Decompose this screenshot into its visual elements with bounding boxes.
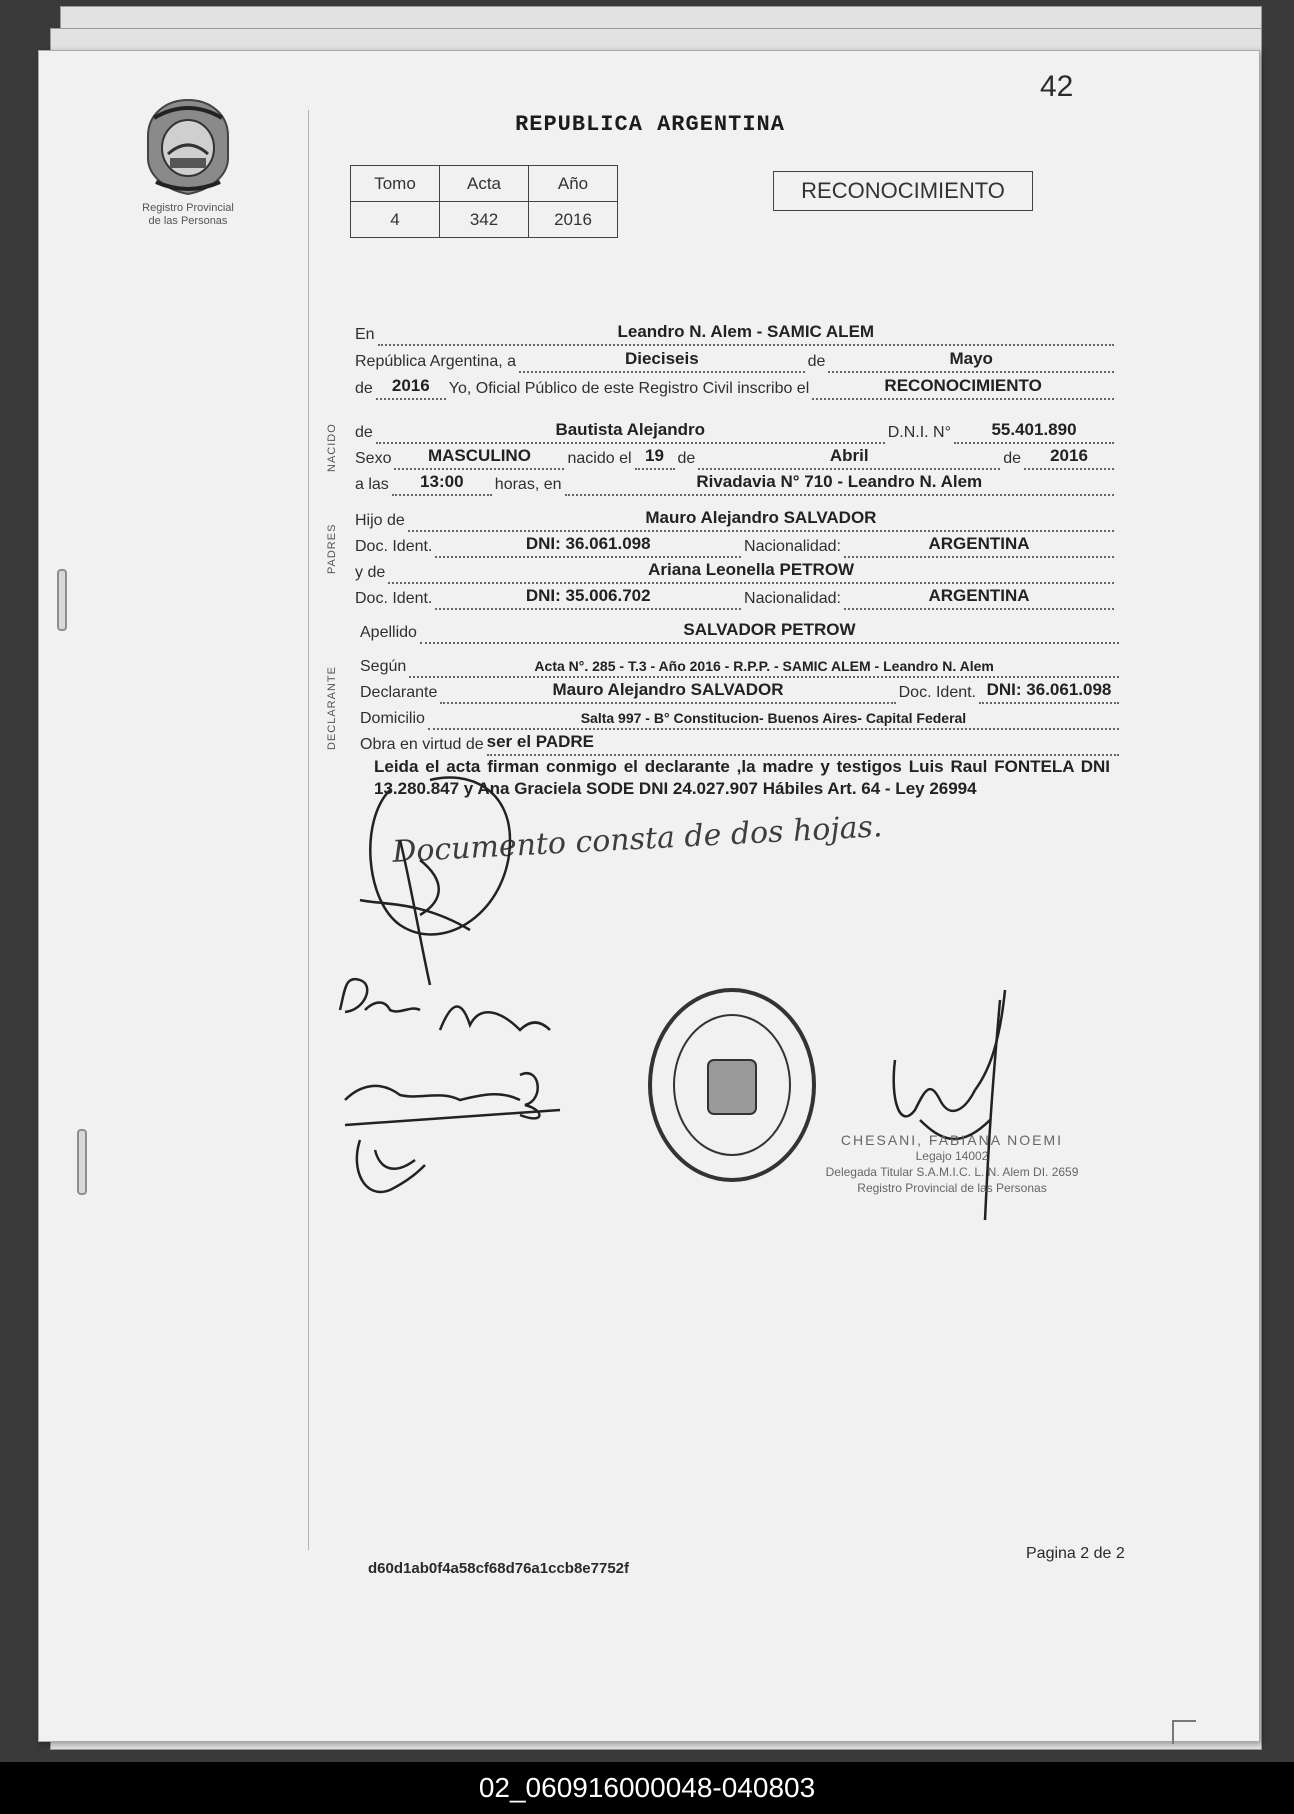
table-row <box>351 202 618 238</box>
field-value: ARGENTINA <box>928 586 1030 605</box>
table-header: Año <box>529 166 618 202</box>
official-org: Registro Provincial de las Personas <box>857 1181 1047 1195</box>
document-page <box>38 50 1260 1742</box>
table-cell: 4 <box>351 202 440 238</box>
field-row-inscripcion: de 2016 Yo, Oficial Público de este Registro Civil inscribo el RECONOCIMIENTO <box>355 374 1117 400</box>
field-value: Acta N°. 285 - T.3 - Año 2016 - R.P.P. - SAMIC ALEM - Leandro N. Alem <box>534 658 994 674</box>
table-header: Tomo <box>351 166 440 202</box>
field-value: DNI: 35.006.702 <box>525 586 651 605</box>
table-cell: 342 <box>440 202 529 238</box>
field-row-en: En Leandro N. Alem - SAMIC ALEM <box>355 320 1117 346</box>
field-row-obra: Obra en virtud de ser el PADRE <box>360 730 1122 756</box>
margin-line <box>308 110 309 1550</box>
page-number: 42 <box>1040 70 1074 103</box>
field-value: ser el PADRE <box>486 732 595 751</box>
document-hash: d60d1ab0f4a58cf68d76a1ccb8e7752f <box>368 1560 630 1577</box>
document-title: REPUBLICA ARGENTINA <box>515 112 785 137</box>
field-row-madre: y de Ariana Leonella PETROW <box>355 558 1117 584</box>
stamp-caption <box>802 1132 1102 1196</box>
field-value: Rivadavia N° 710 - Leandro N. Alem <box>696 472 983 491</box>
field-value: ARGENTINA <box>928 534 1030 553</box>
official-role: Delegada Titular S.A.M.I.C. L. N. Alem DI. 2659 <box>825 1165 1079 1179</box>
field-value: DNI: 36.061.098 <box>986 680 1112 699</box>
field-value: Ariana Leonella PETROW <box>648 560 855 579</box>
field-value: MASCULINO <box>427 446 531 465</box>
staple <box>77 1129 87 1195</box>
field-row-fecha: República Argentina, a Dieciseis de Mayo <box>355 347 1117 373</box>
field-row-padre-doc: Doc. Ident. DNI: 36.061.098 Nacionalidad: ARGENTINA <box>355 532 1117 558</box>
side-label-declarante: DECLARANTE <box>326 666 338 750</box>
field-row-declarante: Declarante Mauro Alejandro SALVADOR Doc. Ident. DNI: 36.061.098 <box>360 678 1122 704</box>
field-value: 2016 <box>1050 446 1088 465</box>
official-name: CHESANI, FABIANA NOEMI <box>840 1132 1064 1148</box>
coat-of-arms-icon <box>140 96 236 196</box>
field-row-apellido: Apellido SALVADOR PETROW <box>360 618 1122 644</box>
field-value: Salta 997 - B° Constitucion- Buenos Aires- Capital Federal <box>580 710 967 726</box>
table-header-row <box>351 166 618 202</box>
field-value: 19 <box>645 446 664 465</box>
field-row-hora: a las 13:00 horas, en Rivadavia N° 710 - Leandro N. Alem <box>355 470 1117 496</box>
table-header: Acta <box>440 166 529 202</box>
field-value: Dieciseis <box>624 349 699 368</box>
field-row-padre: Hijo de Mauro Alejandro SALVADOR <box>355 506 1117 532</box>
field-value: 13:00 <box>420 472 464 491</box>
record-type-box: RECONOCIMIENTO <box>773 171 1033 211</box>
field-row-sexo: Sexo MASCULINO nacido el 19 de Abril de 2016 <box>355 444 1117 470</box>
pagination: Pagina 2 de 2 <box>1026 1545 1125 1562</box>
field-value: Mayo <box>949 349 993 368</box>
seal-caption: Registro Provincial de las Personas <box>142 202 234 227</box>
handwritten-note: Documento consta de dos hojas. <box>391 809 884 870</box>
field-value: 2016 <box>391 376 430 395</box>
field-value: DNI: 36.061.098 <box>525 534 651 553</box>
staple <box>57 569 67 631</box>
field-row-madre-doc: Doc. Ident. DNI: 35.006.702 Nacionalidad: ARGENTINA <box>355 584 1117 610</box>
record-table <box>350 165 618 238</box>
legajo: Legajo 14002 <box>915 1149 989 1163</box>
field-value: RECONOCIMIENTO <box>884 376 1042 395</box>
field-row-nombre: de Bautista Alejandro D.N.I. N° 55.401.890 <box>355 418 1117 444</box>
side-label-nacido: NACIDO <box>326 423 338 472</box>
field-value: Leandro N. Alem - SAMIC ALEM <box>617 322 875 341</box>
registry-seal <box>138 96 238 228</box>
field-value: Mauro Alejandro SALVADOR <box>552 680 784 699</box>
field-row-segun: Según Acta N°. 285 - T.3 - Año 2016 - R.P.P. - SAMIC ALEM - Leandro N. Alem <box>360 652 1122 678</box>
scan-id-bar: 02_060916000048-040803 <box>0 1762 1294 1814</box>
field-value: 55.401.890 <box>991 420 1077 439</box>
closing-paragraph: Leida el acta firman conmigo el declarante ,la madre y testigos Luis Raul FONTELA DNI 13.280.847 y Ana Graciela SODE DNI 24.027.907 Hábiles Art. 64 - Ley 26994 <box>374 757 1110 798</box>
field-row-domicilio: Domicilio Salta 997 - B° Constitucion- Buenos Aires- Capital Federal <box>360 704 1122 730</box>
field-value: Mauro Alejandro SALVADOR <box>645 508 877 527</box>
side-label-padres: PADRES <box>326 523 338 574</box>
table-cell: 2016 <box>529 202 618 238</box>
field-value: Abril <box>829 446 869 465</box>
field-value: Bautista Alejandro <box>555 420 706 439</box>
field-value: SALVADOR PETROW <box>683 620 856 639</box>
corner-mark <box>1172 1720 1196 1744</box>
